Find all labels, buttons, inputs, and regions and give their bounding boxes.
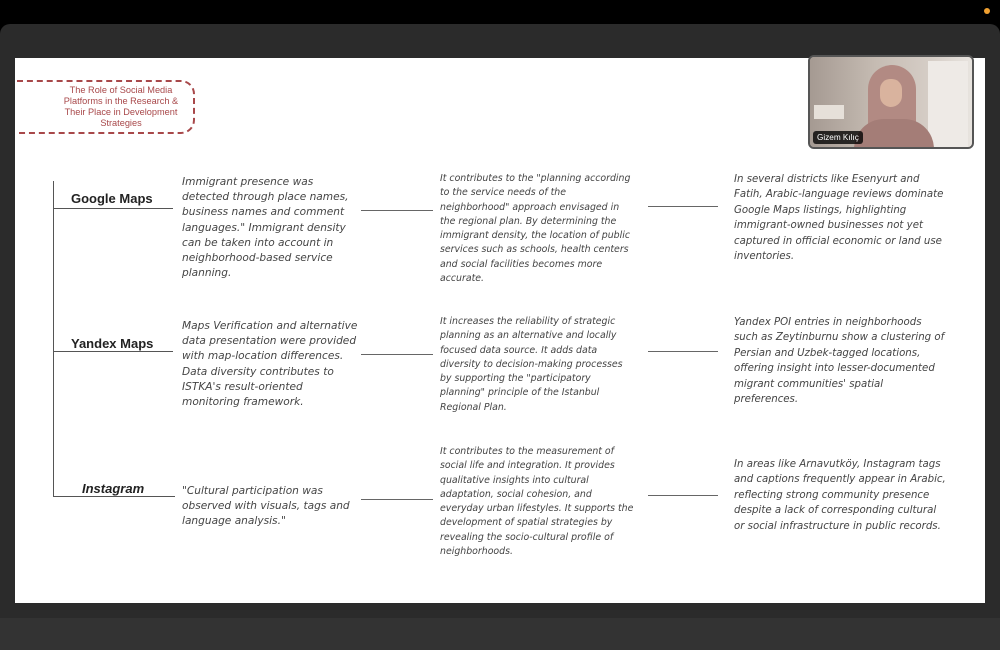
connector-line — [361, 210, 433, 211]
connector-line — [361, 499, 433, 500]
tree-branch-yandex — [53, 351, 173, 352]
platform-label: Yandex Maps — [71, 336, 154, 351]
example-text: In areas like Arnavutköy, Instagram tags and captions frequently appear in Arabic, reflecting strong community presence despite a lack of corresponding cultural or social infrastructure in public records. — [734, 459, 946, 532]
platform-label: Google Maps — [71, 191, 153, 206]
slide-title: The Role of Social Media Platforms in the Research & Their Place in Development Strategies — [63, 85, 179, 128]
connector-line — [648, 495, 718, 496]
example-text: In several districts like Esenyurt and Fatih, Arabic-language reviews dominate Google Maps listings, highlighting immigrant-owned businesses not yet captured in official economic or land use inventories. — [734, 174, 944, 263]
platform-label: Instagram — [82, 481, 145, 496]
screen-top-bar — [0, 0, 1000, 24]
participant-video-tile[interactable] — [808, 55, 974, 149]
connector-line — [648, 351, 718, 352]
contribution-text: It contributes to the measurement of social life and integration. It provides qualitative insights into cultural adaptation, social cohesion, and everyday urban lifestyles. It supports the development of spatial strategies by revealing the socio-cultural profile of neighborhoods. — [440, 446, 634, 558]
participant-face — [880, 79, 902, 107]
observation-text: "Cultural participation was observed with visuals, tags and language analysis." — [182, 485, 350, 528]
participant-name-label: Gizem Kılıç — [813, 131, 863, 144]
connector-line — [648, 206, 718, 207]
tree-trunk — [53, 181, 54, 496]
contribution-text: It increases the reliability of strategic planning as an alternative and locally focused data source. It adds data diversity to decision-making processes by supporting the "participatory planning" principle of the Istanbul Regional Plan. — [440, 316, 623, 413]
contribution-text: It contributes to the "planning according to the service needs of the neighborhood" approach envisaged in the regional plan. By determining the immigrant density, the location of public services such as schools, health centers and social facilities becomes more accurate. — [440, 173, 631, 285]
video-wall-frame — [814, 105, 844, 119]
video-window-light — [928, 61, 968, 147]
recording-indicator-icon — [984, 8, 990, 14]
connector-line — [361, 354, 433, 355]
observation-text: Maps Verification and alternative data presentation were provided with map-location differences. Data diversity contributes to ISTKA's result-oriented monitoring framework. — [182, 320, 358, 409]
meeting-toolbar — [0, 618, 1000, 650]
tree-branch-google — [53, 208, 173, 209]
example-text: Yandex POI entries in neighborhoods such as Zeytinburnu show a clustering of Persian and Uzbek-tagged locations, offering insight into lesser-documented migrant communities' spatial preferences. — [734, 317, 945, 406]
observation-text: Immigrant presence was detected through place names, business names and comment languages." Immigrant density can be taken into account in neighborhood-based service planning. — [182, 176, 349, 280]
tree-branch-instagram — [53, 496, 175, 497]
